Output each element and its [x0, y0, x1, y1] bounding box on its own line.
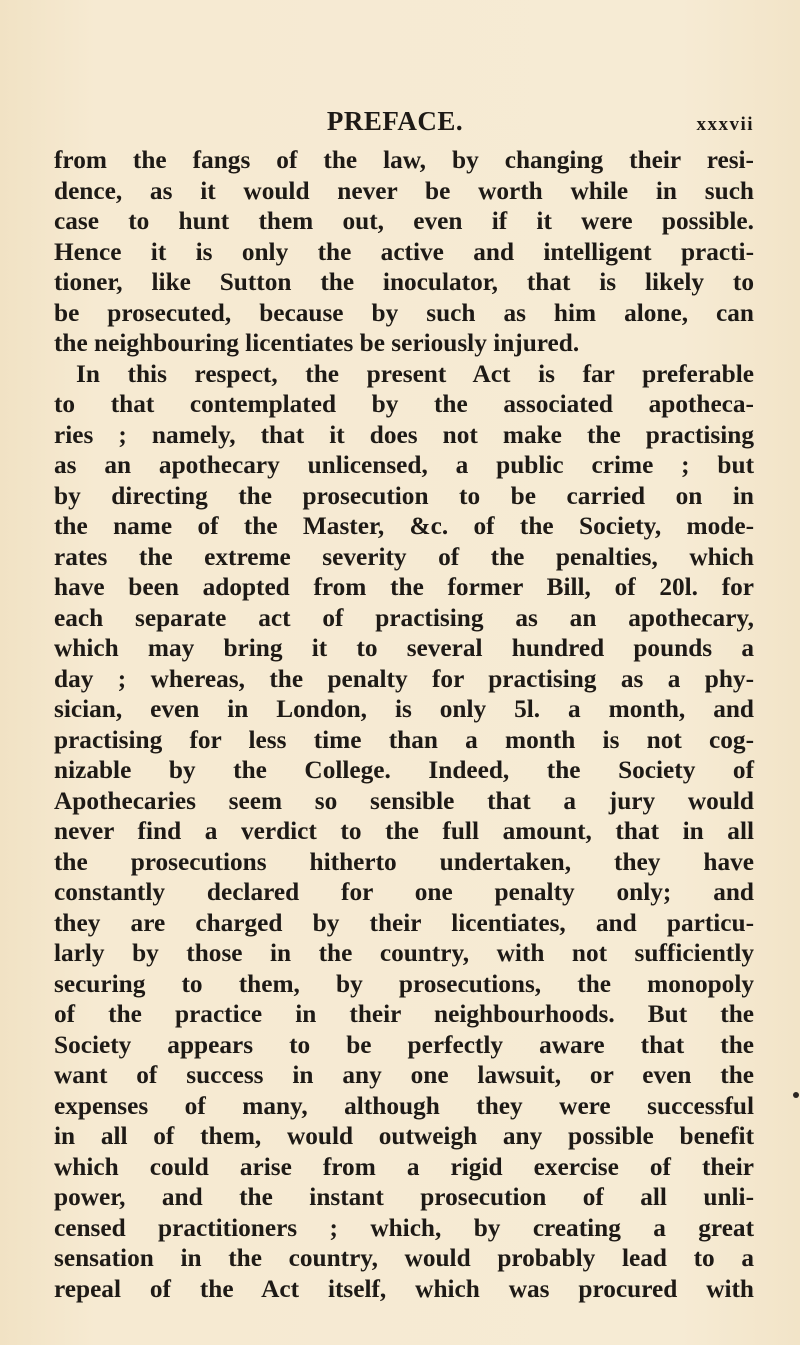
ink-speck-mark: [793, 1092, 799, 1098]
text-line: the neighbouring licentiates be seriously injured.: [54, 329, 580, 357]
text-line: never find a verdict to the full amount, that in all: [54, 817, 754, 845]
text-line: as an apothecary unlicensed, a public crime ; but: [54, 451, 754, 479]
text-line: sensation in the country, would probably lead to a: [54, 1244, 754, 1272]
text-line: power, and the instant prosecution of all unli-: [54, 1183, 754, 1211]
text-line: Society appears to be perfectly aware that the: [54, 1030, 754, 1059]
text-line: Hence it is only the active and intelligent practi-: [54, 237, 754, 266]
text-line: practising for less time than a month is not cog-: [54, 725, 754, 754]
text-line: be prosecuted, because by such as him alone, can: [54, 298, 754, 327]
text-line: which may bring it to several hundred pounds a: [54, 634, 754, 662]
text-line: nizable by the College. Indeed, the Society of: [54, 756, 754, 784]
text-line: the name of the Master, &c. of the Society, mode-: [54, 512, 754, 540]
text-line: from the fangs of the law, by changing their resi-: [54, 146, 754, 174]
text-line: each separate act of practising as an apothecary,: [54, 603, 754, 632]
text-line: in all of them, would outweigh any possible benefit: [54, 1122, 754, 1150]
text-line: they are charged by their licentiates, and particu-: [54, 908, 754, 937]
text-line: sician, even in London, is only 5l. a month, and: [54, 695, 754, 723]
text-line: expenses of many, although they were successful: [54, 1091, 754, 1120]
text-line: In this respect, the present Act is far preferable: [76, 359, 754, 388]
text-line: larly by those in the country, with not sufficiently: [54, 939, 754, 967]
text-line: to that contemplated by the associated apotheca-: [54, 390, 754, 418]
text-line: securing to them, by prosecutions, the monopoly: [54, 969, 754, 998]
body-text: [54, 145, 754, 1304]
page-number: xxxvii: [696, 114, 754, 135]
text-line: want of success in any one lawsuit, or even the: [54, 1061, 754, 1089]
text-line: have been adopted from the former Bill, of 20l. for: [54, 573, 754, 601]
text-line: Apothecaries seem so sensible that a jury would: [54, 786, 754, 815]
running-title: PREFACE.: [326, 106, 464, 136]
text-line: by directing the prosecution to be carried on in: [54, 481, 754, 510]
text-line: the prosecutions hitherto undertaken, they have: [54, 847, 754, 876]
text-line: dence, as it would never be worth while in such: [54, 176, 754, 205]
text-line: of the practice in their neighbourhoods. But the: [54, 1000, 754, 1028]
text-line: case to hunt them out, even if it were possible.: [54, 207, 754, 235]
text-line: repeal of the Act itself, which was procured with: [54, 1274, 754, 1303]
running-head: [58, 106, 752, 142]
text-line: censed practitioners ; which, by creating a great: [54, 1213, 754, 1242]
text-line: constantly declared for one penalty only; and: [54, 878, 754, 906]
text-line: tioner, like Sutton the inoculator, that is likely to: [54, 268, 754, 296]
text-line: day ; whereas, the penalty for practising as a phy-: [54, 664, 754, 693]
text-line: ries ; namely, that it does not make the practising: [54, 420, 754, 449]
text-line: rates the extreme severity of the penalties, which: [54, 542, 754, 571]
text-line: which could arise from a rigid exercise of their: [54, 1152, 754, 1181]
